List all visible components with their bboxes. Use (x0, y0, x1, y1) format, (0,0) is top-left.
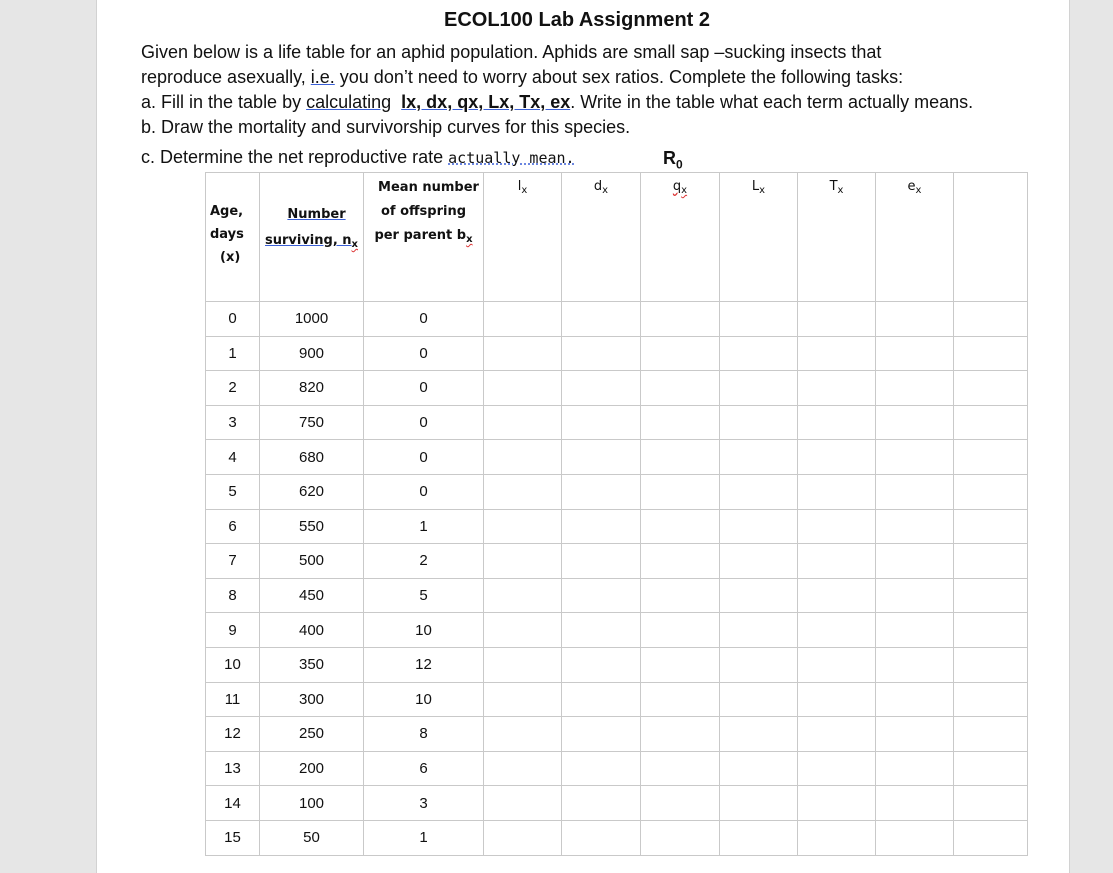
survivors-cell: 50 (260, 820, 364, 855)
Lx-cell[interactable] (720, 647, 798, 682)
lx-cell[interactable] (484, 751, 562, 786)
header-Lx: $L_x$ (720, 173, 798, 302)
blank-cell[interactable] (954, 786, 1028, 821)
lx-cell[interactable] (484, 613, 562, 648)
qx-cell[interactable] (641, 751, 720, 786)
header-lx: $l_x$ (484, 173, 562, 302)
Lx-cell[interactable] (720, 440, 798, 475)
header-qx: $q_x$ (641, 173, 720, 302)
dx-cell[interactable] (562, 717, 641, 752)
qx-cell[interactable] (641, 302, 720, 337)
qx-cell[interactable] (641, 509, 720, 544)
dx-cell[interactable] (562, 578, 641, 613)
blank-cell[interactable] (954, 820, 1028, 855)
header-number-surviving: Number surviving, $n_x$ (260, 173, 364, 302)
dx-cell[interactable] (562, 474, 641, 509)
lx-cell[interactable] (484, 336, 562, 371)
survivors-cell: 300 (260, 682, 364, 717)
table-row (206, 509, 1028, 544)
blank-cell[interactable] (954, 578, 1028, 613)
Lx-cell[interactable] (720, 405, 798, 440)
survivors-cell: 350 (260, 647, 364, 682)
header-Tx: $T_x$ (798, 173, 876, 302)
survivors-cell: 550 (260, 509, 364, 544)
age-cell: 11 (206, 682, 260, 717)
survivors-cell: 200 (260, 751, 364, 786)
survivors-cell: 620 (260, 474, 364, 509)
page-title: ECOL100 Lab Assignment 2 (444, 9, 710, 31)
ex-cell[interactable] (876, 613, 954, 648)
offspring-cell: 0 (364, 336, 484, 371)
blank-cell[interactable] (954, 682, 1028, 717)
offspring-cell: 0 (364, 474, 484, 509)
lx-cell[interactable] (484, 647, 562, 682)
dx-cell[interactable] (562, 613, 641, 648)
lx-cell[interactable] (484, 786, 562, 821)
dx-cell[interactable] (562, 371, 641, 406)
Tx-cell[interactable] (798, 613, 876, 648)
offspring-cell: 0 (364, 371, 484, 406)
Tx-cell[interactable] (798, 751, 876, 786)
intro-line-1: Given below is a life table for an aphid population. Aphids are small sap –sucking insects that (141, 42, 882, 62)
table-row (206, 578, 1028, 613)
qx-cell[interactable] (641, 405, 720, 440)
survivors-cell: 400 (260, 613, 364, 648)
table-row (206, 786, 1028, 821)
task-c: c. Determine the net reproductive rate actually mean. (141, 147, 575, 167)
ex-cell[interactable] (876, 405, 954, 440)
header-age: Age, days (x) (206, 173, 260, 302)
age-cell: 6 (206, 509, 260, 544)
ex-cell[interactable] (876, 717, 954, 752)
Tx-cell[interactable] (798, 820, 876, 855)
Lx-cell[interactable] (720, 474, 798, 509)
Lx-cell[interactable] (720, 786, 798, 821)
Tx-cell[interactable] (798, 509, 876, 544)
ex-cell[interactable] (876, 371, 954, 406)
table-row (206, 820, 1028, 855)
Tx-cell[interactable] (798, 578, 876, 613)
table-row (206, 682, 1028, 717)
offspring-cell: 10 (364, 613, 484, 648)
Tx-cell[interactable] (798, 647, 876, 682)
age-cell: 9 (206, 613, 260, 648)
age-cell: 12 (206, 717, 260, 752)
ex-cell[interactable] (876, 751, 954, 786)
Lx-cell[interactable] (720, 544, 798, 579)
dx-cell[interactable] (562, 336, 641, 371)
Tx-cell[interactable] (798, 440, 876, 475)
qx-cell[interactable] (641, 474, 720, 509)
Lx-cell[interactable] (720, 682, 798, 717)
dx-cell[interactable] (562, 751, 641, 786)
task-a: a. Fill in the table by calculating lx, dx, qx, Lx, Tx, ex. Write in the table what each term actually means. (141, 92, 974, 112)
age-cell: 10 (206, 647, 260, 682)
dx-cell[interactable] (562, 440, 641, 475)
lx-cell[interactable] (484, 820, 562, 855)
qx-cell[interactable] (641, 336, 720, 371)
offspring-cell: 6 (364, 751, 484, 786)
qx-cell[interactable] (641, 371, 720, 406)
Tx-cell[interactable] (798, 786, 876, 821)
dx-cell[interactable] (562, 786, 641, 821)
table-row (206, 751, 1028, 786)
lx-cell[interactable] (484, 474, 562, 509)
Tx-cell[interactable] (798, 405, 876, 440)
survivors-cell: 450 (260, 578, 364, 613)
Tx-cell[interactable] (798, 474, 876, 509)
Tx-cell[interactable] (798, 717, 876, 752)
age-cell: 7 (206, 544, 260, 579)
blank-cell[interactable] (954, 474, 1028, 509)
table-row (206, 613, 1028, 648)
lx-cell[interactable] (484, 717, 562, 752)
Lx-cell[interactable] (720, 302, 798, 337)
Lx-cell[interactable] (720, 613, 798, 648)
Lx-cell[interactable] (720, 336, 798, 371)
offspring-cell: 2 (364, 544, 484, 579)
survivors-cell: 820 (260, 371, 364, 406)
ex-cell[interactable] (876, 544, 954, 579)
age-cell: 14 (206, 786, 260, 821)
blank-cell[interactable] (954, 751, 1028, 786)
dx-cell[interactable] (562, 682, 641, 717)
ex-cell[interactable] (876, 578, 954, 613)
offspring-cell: 0 (364, 405, 484, 440)
ex-cell[interactable] (876, 302, 954, 337)
age-cell: 1 (206, 336, 260, 371)
survivors-cell: 750 (260, 405, 364, 440)
blank-cell[interactable] (954, 544, 1028, 579)
blank-cell[interactable] (954, 371, 1028, 406)
offspring-cell: 12 (364, 647, 484, 682)
ex-cell[interactable] (876, 820, 954, 855)
table-row (206, 474, 1028, 509)
blank-cell[interactable] (954, 509, 1028, 544)
qx-cell[interactable] (641, 578, 720, 613)
offspring-cell: 1 (364, 509, 484, 544)
task-b: b. Draw the mortality and survivorship curves for this species. (141, 117, 631, 137)
survivors-cell: 250 (260, 717, 364, 752)
Lx-cell[interactable] (720, 371, 798, 406)
table-row (206, 717, 1028, 752)
lx-cell[interactable] (484, 578, 562, 613)
lx-cell[interactable] (484, 302, 562, 337)
qx-cell[interactable] (641, 717, 720, 752)
table-row (206, 371, 1028, 406)
qx-cell[interactable] (641, 820, 720, 855)
offspring-cell: 0 (364, 302, 484, 337)
survivors-cell: 1000 (260, 302, 364, 337)
qx-cell[interactable] (641, 613, 720, 648)
Lx-cell[interactable] (720, 717, 798, 752)
life-table (205, 172, 1028, 856)
lx-cell[interactable] (484, 682, 562, 717)
Tx-cell[interactable] (798, 336, 876, 371)
dx-cell[interactable] (562, 509, 641, 544)
document-page (96, 0, 1070, 873)
age-cell: 15 (206, 820, 260, 855)
qx-cell[interactable] (641, 786, 720, 821)
offspring-cell: 10 (364, 682, 484, 717)
blank-cell[interactable] (954, 440, 1028, 475)
age-cell: 13 (206, 751, 260, 786)
survivors-cell: 500 (260, 544, 364, 579)
qx-cell[interactable] (641, 647, 720, 682)
Tx-cell[interactable] (798, 302, 876, 337)
age-cell: 2 (206, 371, 260, 406)
blank-cell[interactable] (954, 405, 1028, 440)
lx-cell[interactable] (484, 371, 562, 406)
age-cell: 0 (206, 302, 260, 337)
ex-cell[interactable] (876, 474, 954, 509)
table-header-row (206, 173, 1028, 302)
blank-cell[interactable] (954, 647, 1028, 682)
blank-cell[interactable] (954, 717, 1028, 752)
blank-cell[interactable] (954, 613, 1028, 648)
lx-cell[interactable] (484, 405, 562, 440)
table-row (206, 302, 1028, 337)
survivors-cell: 100 (260, 786, 364, 821)
dx-cell[interactable] (562, 544, 641, 579)
offspring-cell: 8 (364, 717, 484, 752)
age-cell: 4 (206, 440, 260, 475)
lx-cell[interactable] (484, 440, 562, 475)
blank-cell[interactable] (954, 336, 1028, 371)
blank-cell[interactable] (954, 302, 1028, 337)
age-cell: 3 (206, 405, 260, 440)
offspring-cell: 5 (364, 578, 484, 613)
dx-cell[interactable] (562, 302, 641, 337)
header-ex: $e_x$ (876, 173, 954, 302)
Tx-cell[interactable] (798, 371, 876, 406)
survivors-cell: 900 (260, 336, 364, 371)
dx-cell[interactable] (562, 647, 641, 682)
ex-cell[interactable] (876, 336, 954, 371)
Lx-cell[interactable] (720, 509, 798, 544)
header-dx: $d_x$ (562, 173, 641, 302)
task-a-terms: lx, dx, qx, Lx, Tx, ex (401, 92, 571, 112)
Tx-cell[interactable] (798, 682, 876, 717)
header-blank (954, 173, 1028, 302)
offspring-cell: 3 (364, 786, 484, 821)
age-cell: 5 (206, 474, 260, 509)
qx-cell[interactable] (641, 440, 720, 475)
table-row (206, 544, 1028, 579)
Lx-cell[interactable] (720, 578, 798, 613)
Lx-cell[interactable] (720, 820, 798, 855)
ex-cell[interactable] (876, 682, 954, 717)
ex-cell[interactable] (876, 786, 954, 821)
qx-cell[interactable] (641, 682, 720, 717)
intro-line-2: reproduce asexually, i.e. you don’t need to worry about sex ratios. Complete the following tasks: (141, 67, 904, 87)
table-row (206, 647, 1028, 682)
header-mean-offspring: Mean number of offspring per parent $b_x$ (364, 173, 484, 302)
offspring-cell: 0 (364, 440, 484, 475)
Lx-cell[interactable] (720, 751, 798, 786)
Tx-cell[interactable] (798, 544, 876, 579)
table-row (206, 440, 1028, 475)
table-row (206, 405, 1028, 440)
dx-cell[interactable] (562, 405, 641, 440)
ex-cell[interactable] (876, 647, 954, 682)
qx-cell[interactable] (641, 544, 720, 579)
dx-cell[interactable] (562, 820, 641, 855)
lx-cell[interactable] (484, 544, 562, 579)
table-row (206, 336, 1028, 371)
survivors-cell: 680 (260, 440, 364, 475)
lx-cell[interactable] (484, 509, 562, 544)
r0-symbol: $R_0$ (663, 148, 683, 172)
age-cell: 8 (206, 578, 260, 613)
offspring-cell: 1 (364, 820, 484, 855)
ex-cell[interactable] (876, 509, 954, 544)
ex-cell[interactable] (876, 440, 954, 475)
